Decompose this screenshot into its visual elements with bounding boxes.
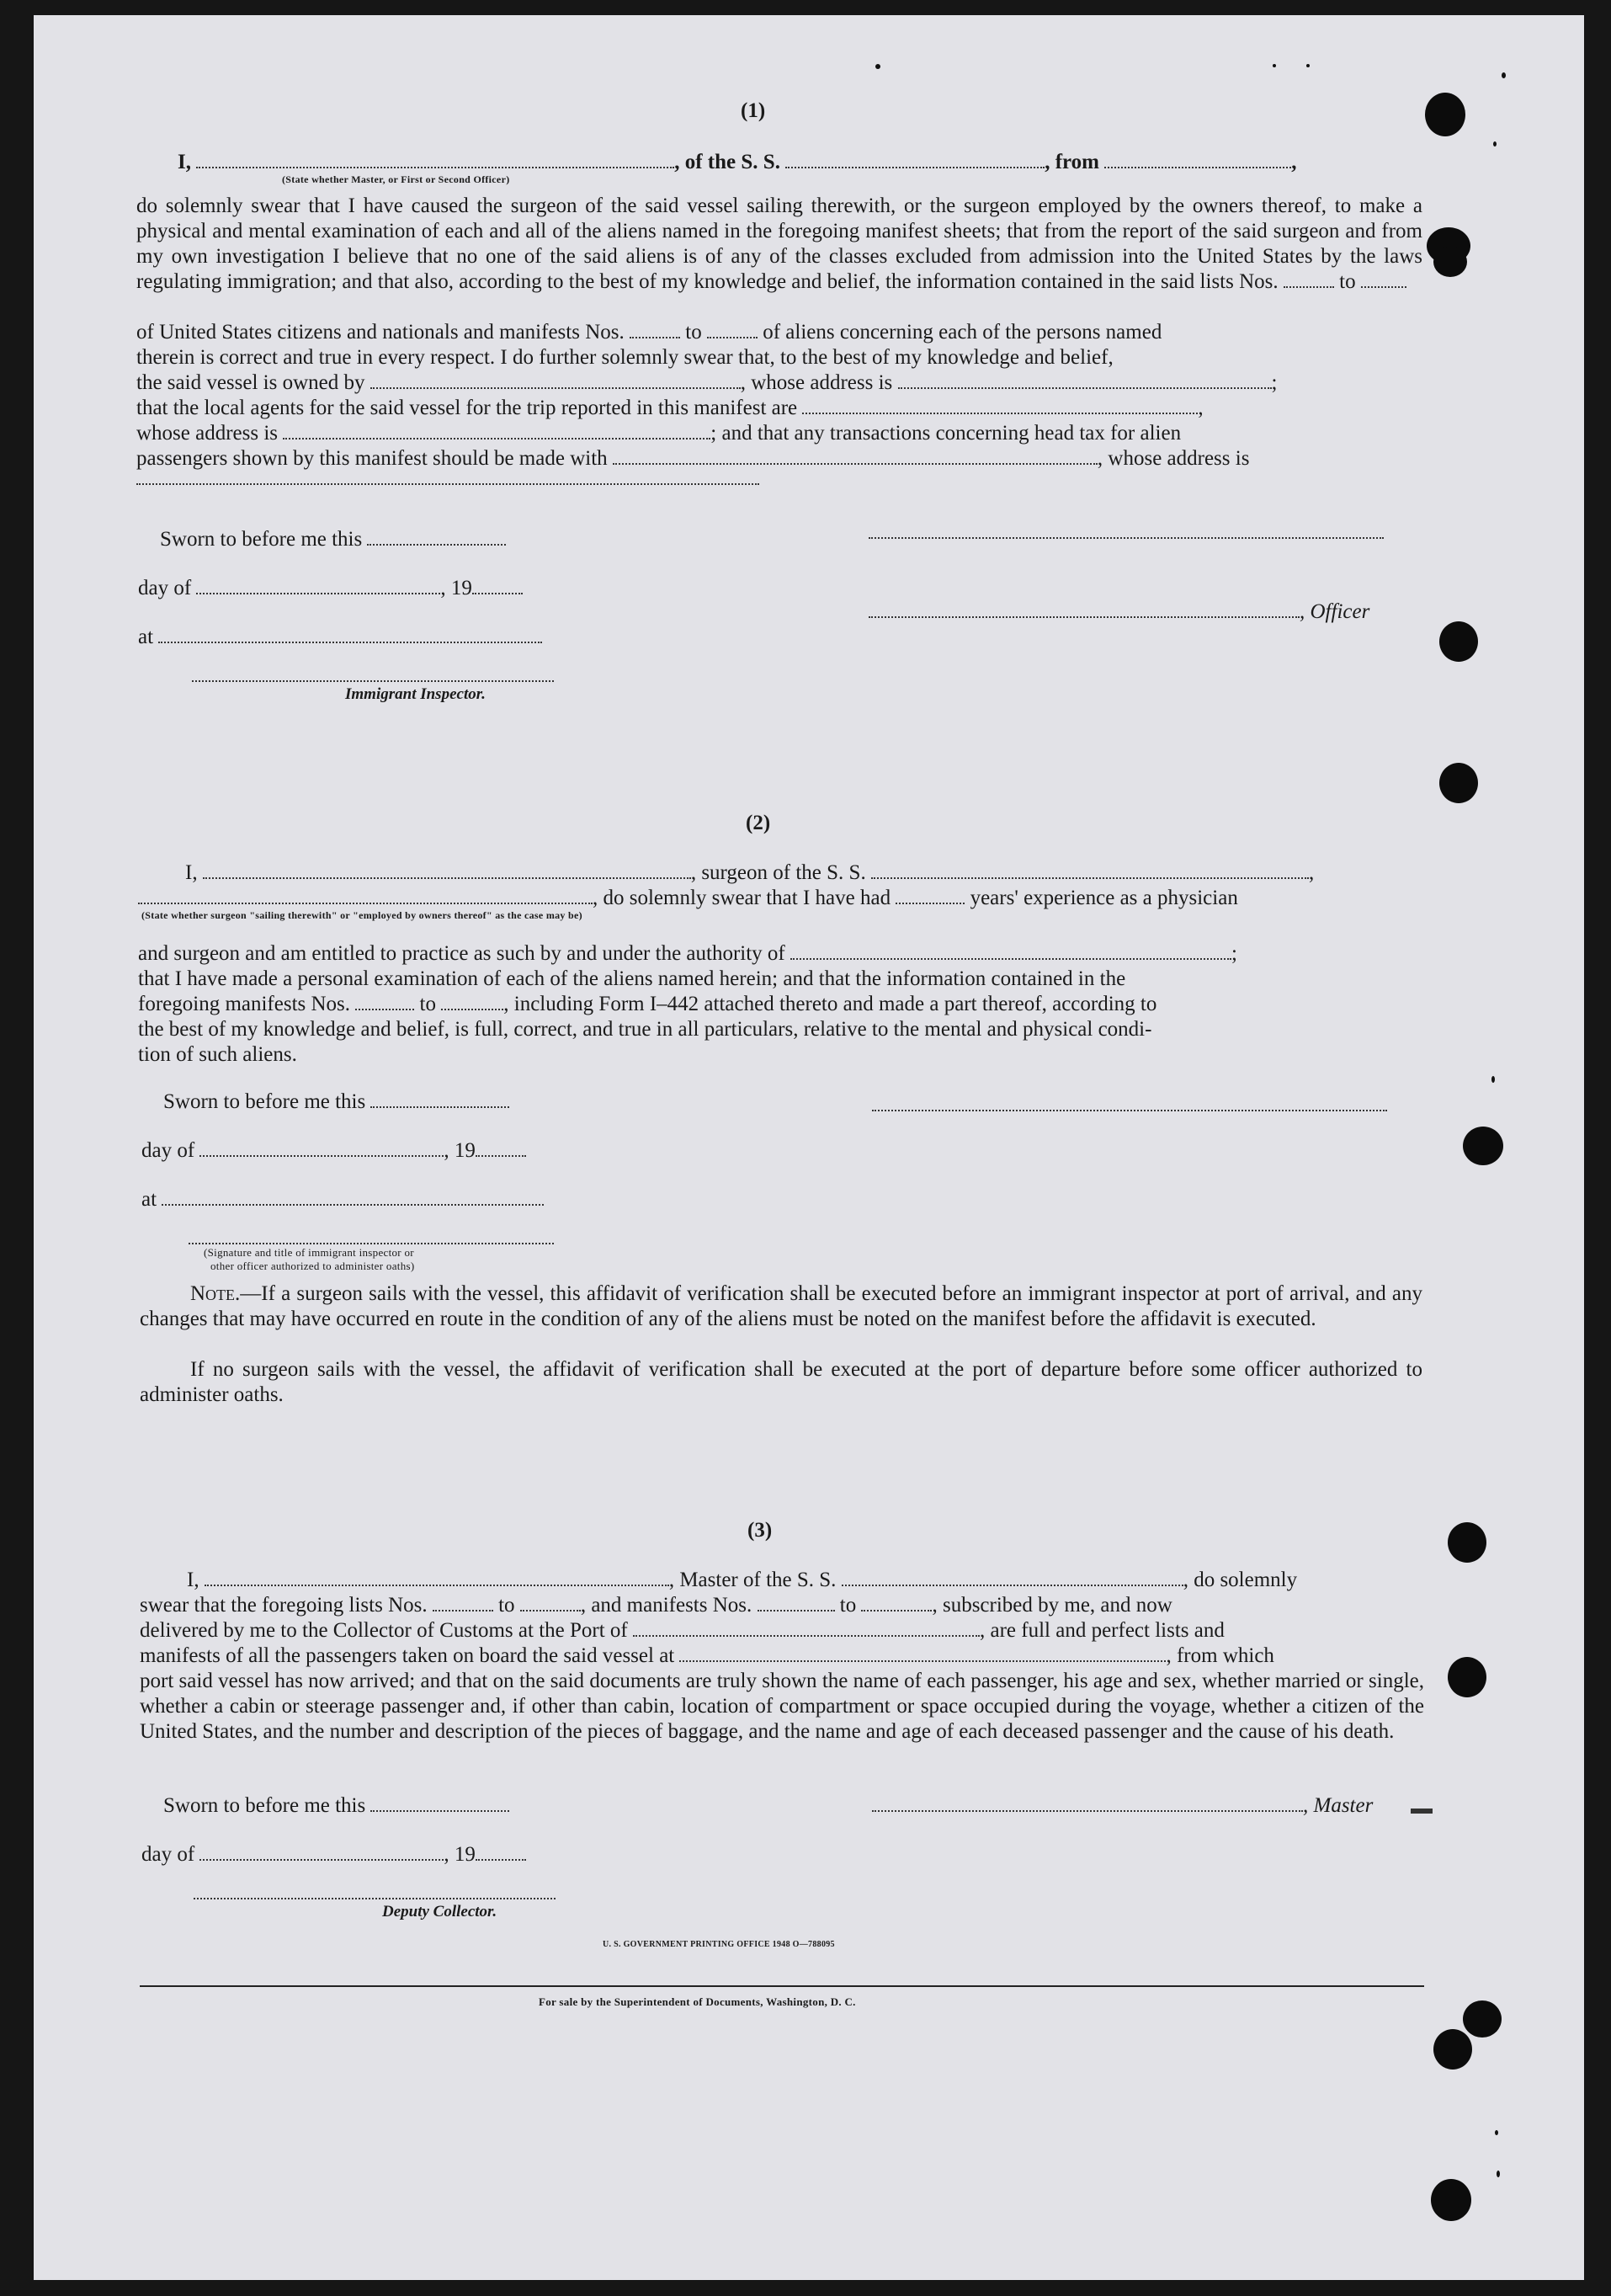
- section-number: (3): [747, 1519, 773, 1542]
- sec2-line5: foregoing manifests Nos. to , including Form I–442 attached thereto and made a part thereof, according to: [138, 993, 1157, 1015]
- signature-caption: other officer authorized to administer oaths): [210, 1260, 415, 1272]
- sec3-line1: I, , Master of the S. S. , do solemnly: [187, 1569, 1298, 1591]
- footer-rule: [140, 1985, 1424, 1987]
- sec2-line6: the best of my knowledge and belief, is full, correct, and true in all particulars, relative to the mental and physical condi-: [138, 1018, 1152, 1041]
- sec3-line2: swear that the foregoing lists Nos. to , and manifests Nos. to , subscribed by me, and now: [140, 1594, 1172, 1617]
- note-paragraph: If no surgeon sails with the vessel, the affidavit of verification shall be executed at the port of departure before some officer authorized to administer oaths.: [140, 1358, 1422, 1406]
- field-hint: (State whether surgeon "sailing therewith" or "employed by owners thereof" as the case may be): [141, 909, 582, 921]
- sale-notice: For sale by the Superintendent of Documents, Washington, D. C.: [539, 1995, 856, 2008]
- speck: [1497, 2171, 1500, 2177]
- sec3-line3: delivered by me to the Collector of Customs at the Port of , are full and perfect lists and: [140, 1619, 1225, 1642]
- sec1-body: do solemnly swear that I have caused the surgeon of the said vessel sailing therewith, or the surgeon employed by the owners thereof, to make a physical and mental examination of each and all of the aliens named in the foregoing manifest sheets; that from the report of the said surgeon and from my own investigation I believe that no one of the said aliens is of any of the classes excluded from admission into the United States by the laws regulating immigration; and that also, according to the best of my knowledge and belief, the information contained in the said lists Nos. to: [136, 194, 1422, 293]
- sec2-line3: and surgeon and am entitled to practice as such by and under the authority of ;: [138, 942, 1237, 965]
- blank-line: [136, 483, 759, 485]
- sworn-label: Sworn to before me this: [163, 1793, 509, 1819]
- punch-hole: [1439, 763, 1478, 803]
- sec2-line7: tion of such aliens.: [138, 1043, 297, 1066]
- field-hint: (State whether Master, or First or Second Officer): [282, 173, 510, 185]
- at-label: at: [138, 625, 542, 650]
- signature-line: [872, 1110, 1387, 1111]
- note-paragraph: Note.—If a surgeon sails with the vessel, this affidavit of verification shall be executed before an immigrant inspector at port of arrival, and any changes that may have occurred en route in the condition of any of the aliens must be noted on the manifest before the affidavit is executed.: [140, 1282, 1422, 1330]
- punch-hole: [1433, 247, 1467, 277]
- deputy-caption: Deputy Collector.: [382, 1903, 497, 1920]
- speck: [1273, 64, 1276, 67]
- day-of-label: day of , 19: [141, 1842, 526, 1867]
- day-of-label: day of , 19: [141, 1138, 526, 1164]
- sec2-line1: I, , surgeon of the S. S. ,: [185, 861, 1315, 884]
- signature-line: [869, 537, 1384, 539]
- speck: [1306, 64, 1310, 67]
- punch-hole: [1463, 1127, 1503, 1165]
- signature-caption: (Signature and title of immigrant inspector or: [204, 1246, 414, 1259]
- punch-hole: [1463, 2000, 1502, 2038]
- section-number: (2): [746, 812, 771, 834]
- speck: [875, 64, 880, 69]
- sec2-line4: that I have made a personal examination of each of the aliens named herein; and that the information contained in the: [138, 967, 1126, 990]
- speck: [1495, 2130, 1498, 2135]
- sec1-line-headtax: passengers shown by this manifest should be made with , whose address is: [136, 447, 1250, 470]
- speck: [1502, 72, 1506, 78]
- sec3-line4: manifests of all the passengers taken on board the said vessel at , from which: [140, 1644, 1274, 1667]
- sec1-line1: I, , of the S. S. , from ,: [178, 151, 1297, 173]
- inspector-signature-line: [189, 1243, 554, 1244]
- section-number: (1): [741, 99, 766, 122]
- sec1-line-therein: therein is correct and true in every respect. I do further solemnly swear that, to the best of my knowledge and belief,: [136, 346, 1114, 369]
- master-label: , Master: [872, 1793, 1373, 1819]
- gpo-imprint: U. S. GOVERNMENT PRINTING OFFICE 1948 O—788095: [603, 1940, 835, 1949]
- sec2-line2: , do solemnly swear that I have had years' experience as a physician: [138, 886, 1238, 911]
- day-of-label: day of , 19: [138, 576, 523, 601]
- form-page: [34, 15, 1584, 2280]
- at-label: at: [141, 1187, 544, 1212]
- sec1-line-owned: the said vessel is owned by , whose address is ;: [136, 371, 1278, 394]
- sworn-label: Sworn to before me this: [163, 1089, 509, 1115]
- officer-label: , Officer: [869, 599, 1369, 625]
- inspector-caption: Immigrant Inspector.: [345, 685, 486, 703]
- punch-hole: [1431, 2179, 1471, 2221]
- sec1-line-agents: that the local agents for the said vessel for the trip reported in this manifest are ,: [136, 397, 1204, 419]
- punch-hole: [1448, 1657, 1486, 1697]
- punch-hole: [1425, 93, 1465, 136]
- punch-hole: [1439, 621, 1478, 662]
- sec1-line-manifests: of United States citizens and nationals and manifests Nos. to of aliens concerning each of the persons named: [136, 321, 1162, 344]
- sec1-line-address: whose address is ; and that any transactions concerning head tax for alien: [136, 422, 1182, 445]
- punch-hole: [1448, 1522, 1486, 1563]
- edge-mark: [1411, 1809, 1433, 1814]
- sworn-label: Sworn to before me this: [160, 527, 506, 552]
- deputy-signature-line: [194, 1898, 556, 1899]
- speck: [1491, 1076, 1495, 1083]
- speck: [1493, 141, 1497, 146]
- sec3-body: port said vessel has now arrived; and that on the said documents are truly shown the name of each passenger, his age and sex, whether married or single, whether a cabin or steerage passenger and, if other than cabin, location of compartment or space occupied during the voyage, whether a citizen of the United States, and the number and description of the pieces of baggage, and the name and age of each deceased passenger and the cause of his death.: [140, 1670, 1424, 1743]
- punch-hole: [1433, 2029, 1472, 2070]
- inspector-signature-line: [192, 680, 554, 682]
